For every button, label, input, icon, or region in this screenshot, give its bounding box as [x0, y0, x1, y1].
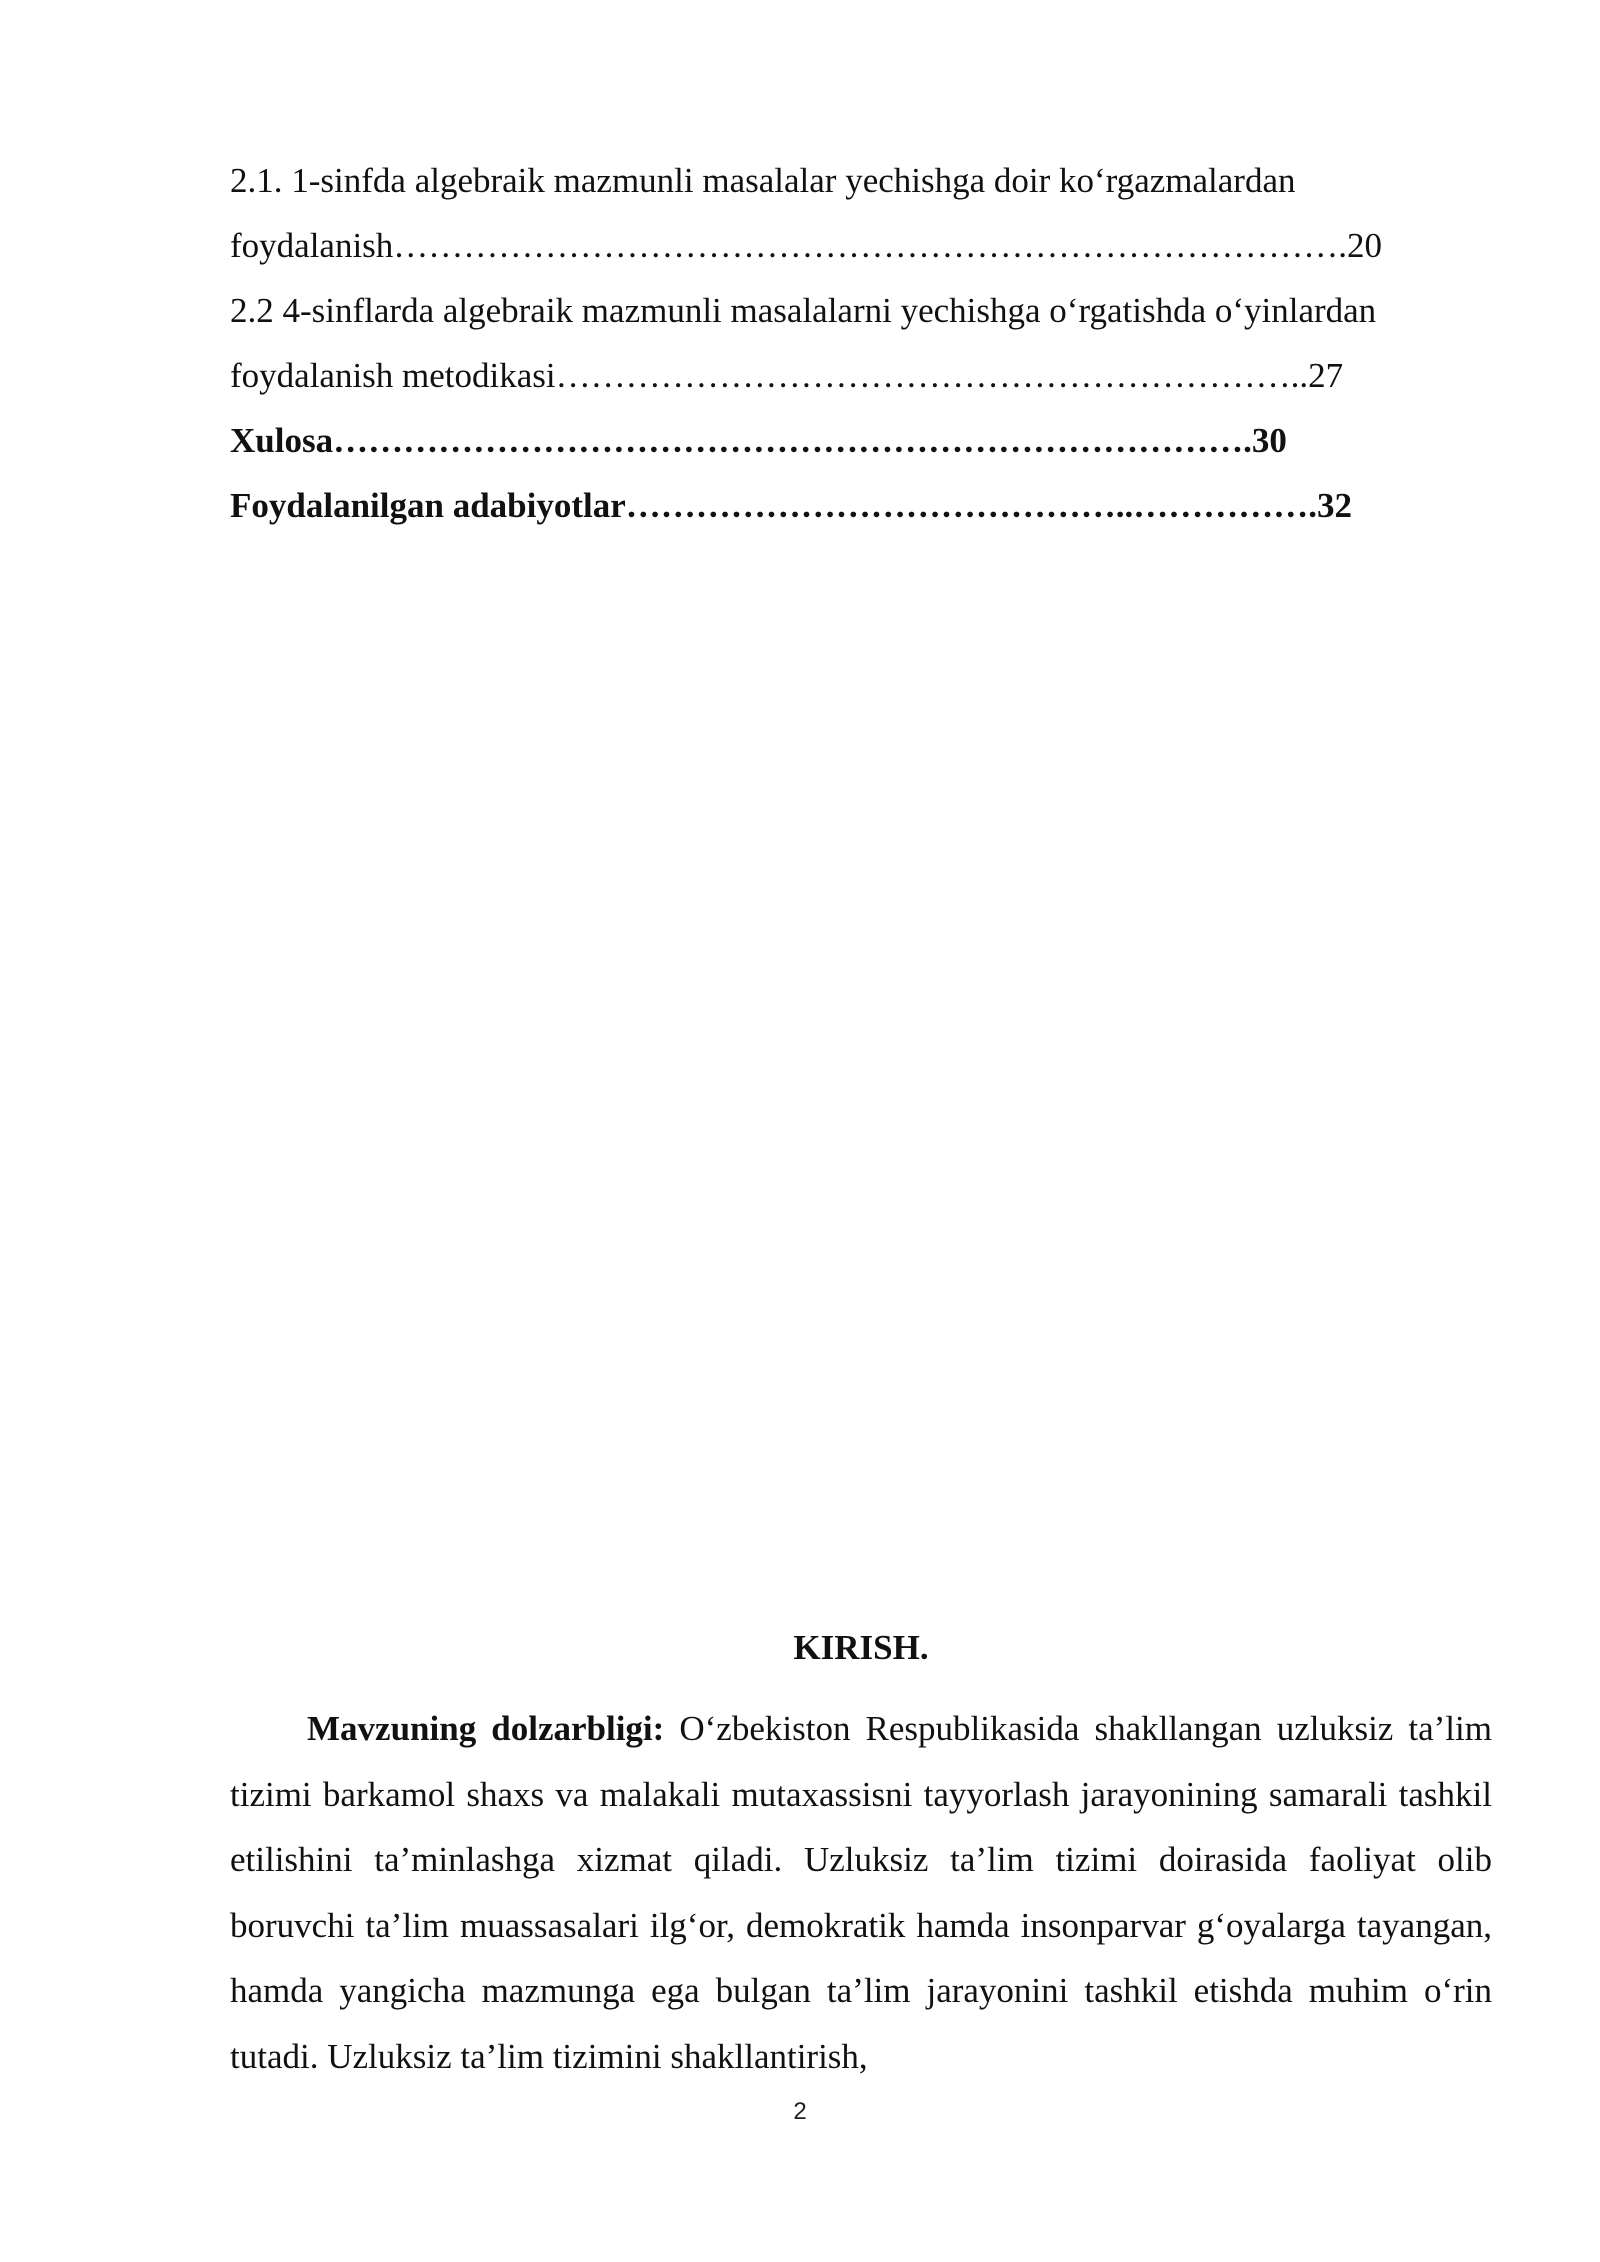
section-heading: KIRISH.	[793, 1628, 929, 1667]
intro-paragraph	[230, 1696, 1492, 2089]
page-number: 2	[793, 2098, 807, 2125]
toc-entry-references	[230, 473, 1492, 538]
toc-entry-xulosa	[230, 408, 1492, 473]
introduction-section	[230, 1620, 1492, 2089]
toc-entry-2-2	[230, 278, 1492, 408]
toc-entry-2-1-title: 2.1. 1-sinfda algebraik mazmunli masalalar yechishga doir ko‘rgazmalardan	[230, 161, 1296, 200]
paragraph-body: O‘zbekiston Respublikasida shakllangan uzluksiz ta’lim tizimi barkamol shaxs va malakali mutaxassisni tayyorlash jarayonining samarali tashkil etilishini ta’minlashga xizmat qiladi. Uzluksiz ta’lim tizimi doirasida faoliyat olib boruvchi ta’lim muassasalari ilg‘or, demokratik hamda insonparvar g‘oyalarga tayangan, hamda yangicha mazmunga ega bulgan ta’lim jarayonini tashkil etishda muhim o‘rin tutadi. Uzluksiz ta’lim tizimini shakllantirish,	[230, 1709, 1492, 2076]
toc-entry-xulosa-label: Xulosa…………………………………………………………………….30	[230, 421, 1287, 460]
table-of-contents	[230, 148, 1492, 538]
toc-entry-2-2-title: 2.2 4-sinflarda algebraik mazmunli masalalarni yechishga o‘rgatishda o‘yinlardan	[230, 291, 1377, 330]
toc-entry-2-2-leader: foydalanish metodikasi………………………………………………………..27	[230, 356, 1344, 395]
toc-entry-2-1	[230, 148, 1492, 278]
toc-entry-2-1-leader: foydalanish……………………………………………………………………….20	[230, 226, 1383, 265]
paragraph-lead: Mavzuning dolzarbligi:	[307, 1709, 665, 1748]
toc-entry-references-label: Foydalanilgan adabiyotlar……………………………………..…………….32	[230, 486, 1353, 525]
